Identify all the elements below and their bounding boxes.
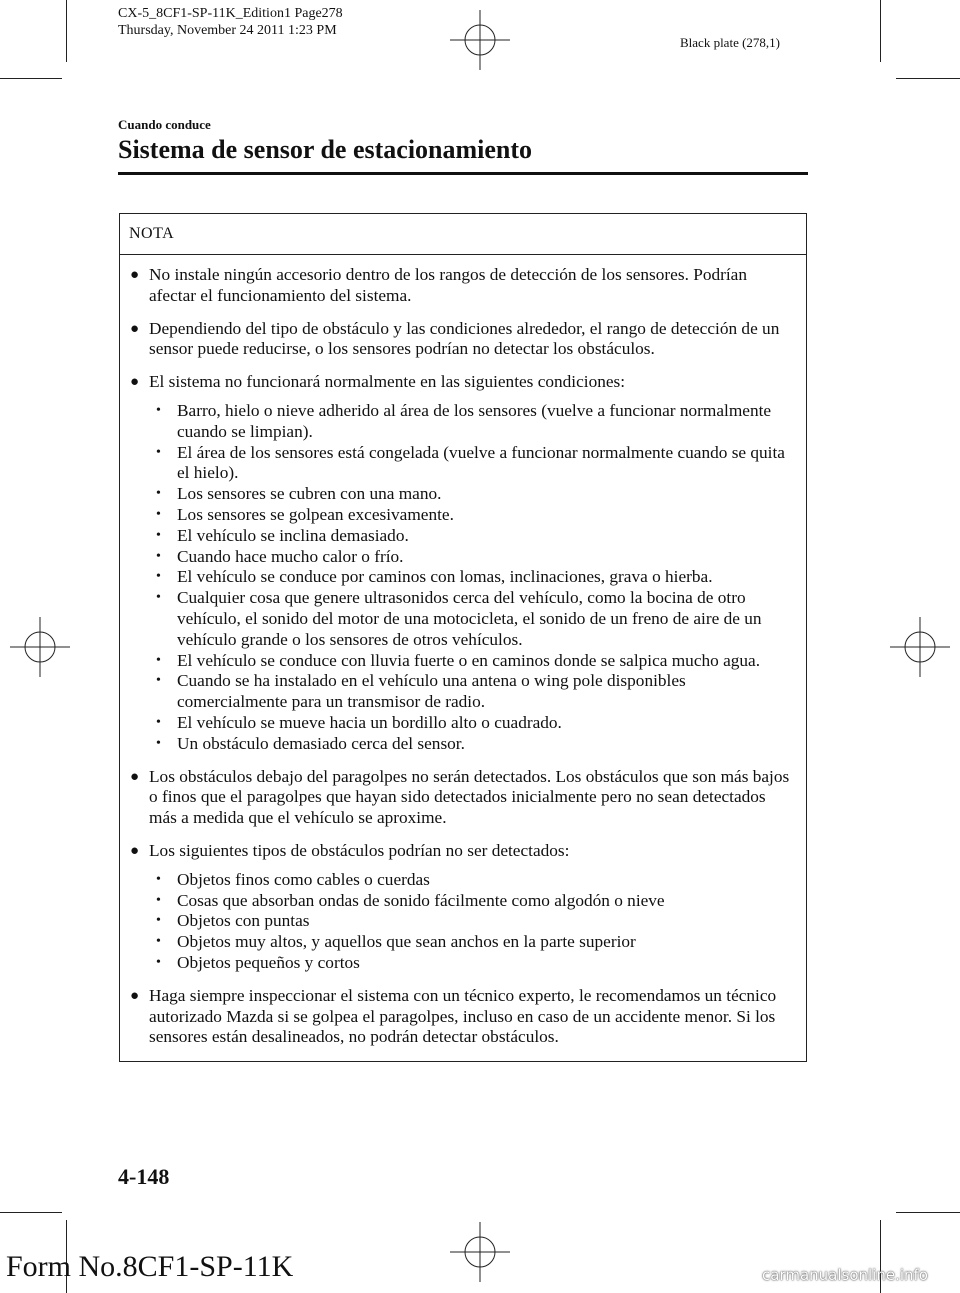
bullet-dot-icon: ● xyxy=(130,768,140,785)
sub-list-item xyxy=(149,567,792,588)
sub-bullet-icon: • xyxy=(156,569,161,585)
note-bullet-text: Haga siempre inspeccionar el sistema con un técnico experto, le recomendamos un técnico autorizado Mazda si se golpea el paragolpes, incluso en caso de un accidente menor. Si los sensores están desalineados, no podrán detectar obstáculos. xyxy=(149,985,777,1047)
sub-list xyxy=(149,401,792,755)
file-info-line1: CX-5_8CF1-SP-11K_Edition1 Page278 xyxy=(118,6,343,21)
sub-bullet-icon: • xyxy=(156,444,161,460)
sub-list-text: Cuando se ha instalado en el vehículo una antena o wing pole disponibles comercialmente para un transmisor de radio. xyxy=(177,671,686,712)
sub-list-text: Objetos con puntas xyxy=(177,911,310,931)
sub-list-item xyxy=(149,713,792,734)
sub-list-text: Cualquier cosa que genere ultrasonidos cerca del vehículo, como la bocina de otro vehículo, el sonido del motor de una motocicleta, el sonido de un freno de aire de un vehículo grande o los sensores de otros vehículos. xyxy=(177,588,762,649)
bullet-dot-icon: ● xyxy=(130,842,140,859)
sub-bullet-icon: • xyxy=(156,913,161,929)
bullet-dot-icon: ● xyxy=(130,987,140,1004)
sub-list-text: Cuando hace mucho calor o frío. xyxy=(177,546,404,566)
page-title: Sistema de sensor de estacionamiento xyxy=(118,135,533,164)
sub-bullet-icon: • xyxy=(156,590,161,606)
registration-mark-icon xyxy=(450,1222,510,1282)
sub-list-item xyxy=(149,671,792,713)
sub-bullet-icon: • xyxy=(156,735,161,751)
sub-list-item xyxy=(149,443,792,485)
file-info xyxy=(118,5,343,39)
registration-mark-icon xyxy=(10,617,70,677)
sub-bullet-icon: • xyxy=(156,506,161,522)
sub-list-text: Los sensores se cubren con una mano. xyxy=(177,484,442,504)
sub-list-item xyxy=(149,891,792,912)
sub-list-text: El vehículo se mueve hacia un bordillo alto o cuadrado. xyxy=(177,712,562,732)
note-bullet-text: Los obstáculos debajo del paragolpes no serán detectados. Los obstáculos que son más bajos o finos que el paragolpes que hayan sido detectados inicialmente pero no sean detectados más a medida que el vehículo se aproxime. xyxy=(149,766,790,828)
sub-list xyxy=(149,870,792,974)
sub-list-text: Objetos muy altos, y aquellos que sean anchos en la parte superior xyxy=(177,932,636,952)
sub-list-text: Objetos finos como cables o cuerdas xyxy=(177,869,430,889)
sub-list-item xyxy=(149,932,792,953)
note-bullet xyxy=(130,841,792,974)
crop-mark xyxy=(896,1212,960,1213)
sub-list-item xyxy=(149,734,792,755)
plate-label: Black plate (278,1) xyxy=(680,35,780,50)
note-heading: NOTA xyxy=(120,214,806,255)
sub-list-item xyxy=(149,547,792,568)
form-number: Form No.8CF1-SP-11K xyxy=(6,1250,294,1283)
crop-mark xyxy=(896,78,960,79)
sub-bullet-icon: • xyxy=(156,714,161,730)
sub-list-text: Barro, hielo o nieve adherido al área de los sensores (vuelve a funcionar normalmente cuando se limpian). xyxy=(177,400,772,441)
sub-list-text: Objetos pequeños y cortos xyxy=(177,952,360,972)
sub-list-text: Un obstáculo demasiado cerca del sensor. xyxy=(177,733,465,753)
crop-mark xyxy=(0,78,62,79)
sub-list-text: El vehículo se inclina demasiado. xyxy=(177,525,409,545)
page-number: 4-148 xyxy=(118,1164,170,1189)
sub-bullet-icon: • xyxy=(156,673,161,689)
sub-bullet-icon: • xyxy=(156,548,161,564)
registration-mark-icon xyxy=(890,617,950,677)
sub-list-item xyxy=(149,651,792,672)
note-bullet xyxy=(130,265,792,307)
crop-mark xyxy=(0,1212,62,1213)
section-label: Cuando conduce xyxy=(118,117,211,132)
sub-bullet-icon: • xyxy=(156,486,161,502)
sub-list-text: Los sensores se golpean excesivamente. xyxy=(177,504,454,524)
file-info-line2: Thursday, November 24 2011 1:23 PM xyxy=(118,23,337,38)
sub-list-item xyxy=(149,953,792,974)
bullet-dot-icon: ● xyxy=(130,267,140,283)
sub-list-item xyxy=(149,401,792,443)
note-box xyxy=(119,213,807,1062)
sub-list-item xyxy=(149,484,792,505)
crop-mark xyxy=(880,0,881,62)
sub-list-text: El área de los sensores está congelada (vuelve a funcionar normalmente cuando se quita el hielo). xyxy=(177,442,785,483)
sub-list-item xyxy=(149,870,792,891)
sub-bullet-icon: • xyxy=(156,652,161,668)
sub-bullet-icon: • xyxy=(156,892,161,908)
sub-bullet-icon: • xyxy=(156,954,161,970)
note-bullet-text: El sistema no funcionará normalmente en las siguientes condiciones: xyxy=(149,372,626,392)
sub-list-text: Cosas que absorban ondas de sonido fácilmente como algodón o nieve xyxy=(177,890,665,910)
note-bullet-text: Los siguientes tipos de obstáculos podrían no ser detectados: xyxy=(149,840,570,860)
bullet-dot-icon: ● xyxy=(130,374,140,391)
sub-bullet-icon: • xyxy=(156,527,161,543)
watermark: carmanualsonline.info xyxy=(762,1266,928,1284)
title-rule xyxy=(118,172,808,175)
sub-bullet-icon: • xyxy=(156,402,161,418)
note-bullet xyxy=(130,767,792,829)
sub-list-item xyxy=(149,588,792,650)
sub-list-item xyxy=(149,505,792,526)
note-bullet xyxy=(130,319,792,361)
note-bullet xyxy=(130,986,792,1048)
sub-list-item xyxy=(149,911,792,932)
note-bullet xyxy=(130,372,792,754)
sub-list-text: El vehículo se conduce con lluvia fuerte o en caminos donde se salpica mucho agua. xyxy=(177,650,761,670)
sub-bullet-icon: • xyxy=(156,871,161,887)
sub-bullet-icon: • xyxy=(156,934,161,950)
crop-mark xyxy=(66,0,67,62)
sub-list-item xyxy=(149,526,792,547)
sub-list-text: El vehículo se conduce por caminos con lomas, inclinaciones, grava o hierba. xyxy=(177,567,713,587)
note-body xyxy=(120,255,806,1048)
registration-mark-icon xyxy=(450,10,510,70)
note-bullet-text: No instale ningún accesorio dentro de los rangos de detección de los sensores. Podrían afectar el funcionamiento del sistema. xyxy=(149,265,747,305)
note-bullet-text: Dependiendo del tipo de obstáculo y las condiciones alrededor, el rango de detección de un sensor puede reducirse, o los sensores podrían no detectar los obstáculos. xyxy=(149,318,780,359)
bullet-dot-icon: ● xyxy=(130,320,140,337)
